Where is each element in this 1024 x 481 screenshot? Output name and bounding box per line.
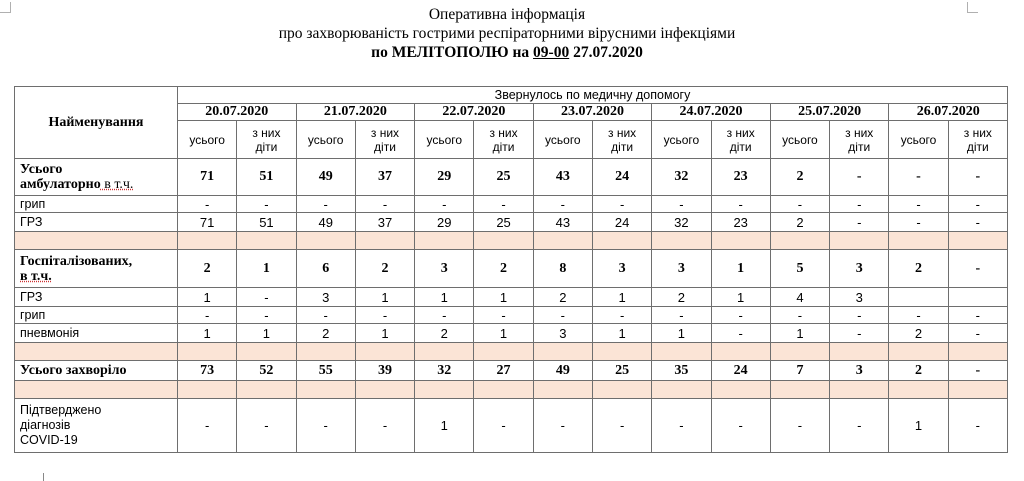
- cell-children: 1: [592, 324, 651, 343]
- separator-cell: [592, 343, 651, 361]
- cell-total: -: [770, 399, 829, 453]
- row-label: [15, 399, 178, 453]
- subheader-total: усього: [533, 121, 592, 159]
- cell-children: 2: [474, 250, 533, 288]
- cell-children: -: [948, 399, 1007, 453]
- row-label-text: грип: [20, 196, 46, 211]
- row-label-line: [20, 433, 177, 448]
- subheader-total: усього: [178, 121, 237, 159]
- document-heading: [0, 5, 1014, 62]
- subheader-children: [948, 121, 1007, 159]
- cell-total: -: [652, 399, 711, 453]
- subheader-children: [355, 121, 414, 159]
- separator-cell: [178, 232, 237, 250]
- cell-total: 49: [296, 213, 355, 232]
- cell-children: 2: [355, 250, 414, 288]
- cell-children: -: [830, 196, 889, 213]
- row-label: [15, 196, 178, 213]
- row-label-text: амбулаторно: [20, 177, 101, 192]
- cell-children: 1: [711, 250, 770, 288]
- cell-total: -: [889, 196, 948, 213]
- cell-total: 2: [652, 288, 711, 307]
- separator-cell: [533, 381, 592, 399]
- separator-cell: [830, 381, 889, 399]
- cell-children: -: [592, 307, 651, 324]
- cell-total: 71: [178, 159, 237, 196]
- subheader-children: [474, 121, 533, 159]
- row-label-line: [20, 197, 177, 212]
- separator-cell: [474, 343, 533, 361]
- separator-cell: [711, 381, 770, 399]
- page-margin-mark: [43, 473, 44, 481]
- cell-children: -: [830, 307, 889, 324]
- cell-total: 4: [770, 288, 829, 307]
- heading-line-3: [0, 43, 1014, 62]
- separator-row: [15, 232, 1008, 250]
- cell-total: -: [533, 196, 592, 213]
- date-header: 24.07.2020: [652, 104, 771, 121]
- cell-total: -: [178, 196, 237, 213]
- cell-children: -: [474, 399, 533, 453]
- cell-children: 1: [474, 324, 533, 343]
- row-label-line: [20, 254, 177, 269]
- date-header: 20.07.2020: [178, 104, 297, 121]
- date-header: 21.07.2020: [296, 104, 415, 121]
- cell-children: [948, 288, 1007, 307]
- cell-children: -: [355, 196, 414, 213]
- row-label-text: Підтверджено: [20, 403, 102, 417]
- cell-total: 3: [415, 250, 474, 288]
- cell-total: 49: [533, 361, 592, 381]
- separator-cell: [237, 381, 296, 399]
- subheader-total: усього: [415, 121, 474, 159]
- heading-time: 09-00: [533, 44, 570, 61]
- row-label-line: [20, 177, 177, 192]
- cell-total: -: [770, 307, 829, 324]
- row-label-line: [20, 308, 177, 323]
- row-label-line: [20, 290, 177, 305]
- subheader-children-line-1: з них: [726, 125, 755, 140]
- separator-cell: [652, 232, 711, 250]
- date-header: 26.07.2020: [889, 104, 1008, 121]
- separator-cell: [592, 381, 651, 399]
- cell-total: 35: [652, 361, 711, 381]
- cell-children: 23: [711, 159, 770, 196]
- row-label-line: [20, 326, 177, 341]
- cell-total: 43: [533, 213, 592, 232]
- table-row: [15, 196, 1008, 213]
- cell-children: 39: [355, 361, 414, 381]
- cell-total: 1: [178, 324, 237, 343]
- cell-total: -: [533, 307, 592, 324]
- cell-total: -: [533, 399, 592, 453]
- cell-total: 32: [652, 159, 711, 196]
- separator-cell: [711, 343, 770, 361]
- cell-total: 8: [533, 250, 592, 288]
- cell-total: 29: [415, 159, 474, 196]
- cell-total: -: [296, 399, 355, 453]
- morbidity-table: [14, 86, 1008, 453]
- separator-cell: [889, 343, 948, 361]
- cell-total: 43: [533, 159, 592, 196]
- cell-children: 51: [237, 213, 296, 232]
- separator-cell: [296, 381, 355, 399]
- cell-children: -: [948, 196, 1007, 213]
- cell-children: 3: [830, 361, 889, 381]
- cell-children: -: [237, 288, 296, 307]
- cell-total: 2: [415, 324, 474, 343]
- separator-cell: [770, 232, 829, 250]
- cell-total: 2: [770, 213, 829, 232]
- cell-total: 1: [889, 399, 948, 453]
- row-label-text: COVID-19: [20, 433, 78, 447]
- subheader-children-line-1: з них: [489, 125, 518, 140]
- date-header: 23.07.2020: [533, 104, 652, 121]
- cell-total: -: [889, 307, 948, 324]
- separator-cell: [296, 343, 355, 361]
- separator-cell: [15, 232, 178, 250]
- cell-children: -: [355, 307, 414, 324]
- subheader-children-line-2: діти: [255, 139, 278, 154]
- cell-children: 37: [355, 159, 414, 196]
- cell-children: -: [948, 307, 1007, 324]
- cell-total: -: [770, 196, 829, 213]
- cell-total: 73: [178, 361, 237, 381]
- cell-children: -: [237, 307, 296, 324]
- separator-cell: [830, 343, 889, 361]
- subheader-children-line-2: діти: [848, 139, 871, 154]
- cell-children: -: [711, 324, 770, 343]
- cell-total: -: [415, 307, 474, 324]
- separator-cell: [948, 381, 1007, 399]
- cell-children: -: [355, 399, 414, 453]
- cell-children: -: [948, 324, 1007, 343]
- row-label-text: пневмонія: [20, 325, 80, 340]
- cell-children: 27: [474, 361, 533, 381]
- row-label-text: ГРЗ: [20, 289, 43, 304]
- separator-cell: [889, 381, 948, 399]
- table-row: [15, 307, 1008, 324]
- separator-cell: [15, 381, 178, 399]
- heading-line-1: Оперативна інформація: [428, 6, 586, 23]
- row-label-text: Усього захворіло: [20, 363, 127, 378]
- separator-cell: [948, 232, 1007, 250]
- separator-cell: [711, 232, 770, 250]
- cell-children: -: [474, 196, 533, 213]
- cell-total: 29: [415, 213, 474, 232]
- cell-total: -: [178, 307, 237, 324]
- table-row: [15, 288, 1008, 307]
- cell-children: -: [948, 250, 1007, 288]
- row-label: [15, 324, 178, 343]
- cell-children: 23: [711, 213, 770, 232]
- separator-cell: [15, 343, 178, 361]
- subheader-children: [830, 121, 889, 159]
- cell-total: 32: [652, 213, 711, 232]
- cell-children: -: [711, 399, 770, 453]
- cell-children: 1: [355, 324, 414, 343]
- separator-cell: [830, 232, 889, 250]
- separator-cell: [948, 343, 1007, 361]
- cell-total: 3: [652, 250, 711, 288]
- cell-total: 5: [770, 250, 829, 288]
- subheader-children: [592, 121, 651, 159]
- cell-children: -: [711, 196, 770, 213]
- cell-children: -: [711, 307, 770, 324]
- cell-total: 2: [889, 250, 948, 288]
- separator-cell: [770, 343, 829, 361]
- subheader-children-line-1: з них: [370, 125, 400, 140]
- row-label-text: діагнозів: [20, 418, 71, 432]
- cell-children: 51: [237, 159, 296, 196]
- heading-line-3-prefix: по МЕЛІТОПОЛЮ на: [371, 44, 534, 61]
- cell-total: 1: [178, 288, 237, 307]
- cell-children: -: [830, 324, 889, 343]
- row-label-text: грип: [20, 307, 46, 322]
- cell-children: 25: [592, 361, 651, 381]
- cell-total: 2: [889, 361, 948, 381]
- cell-children: 1: [237, 324, 296, 343]
- separator-cell: [178, 343, 237, 361]
- separator-cell: [415, 343, 474, 361]
- cell-children: 3: [830, 250, 889, 288]
- cell-total: -: [889, 213, 948, 232]
- separator-cell: [889, 232, 948, 250]
- separator-cell: [474, 232, 533, 250]
- cell-total: 49: [296, 159, 355, 196]
- separator-cell: [770, 381, 829, 399]
- separator-cell: [237, 232, 296, 250]
- cell-total: 3: [296, 288, 355, 307]
- row-label-text: Усього: [20, 162, 63, 177]
- cell-total: 32: [415, 361, 474, 381]
- separator-cell: [415, 381, 474, 399]
- row-label-line: [20, 418, 177, 433]
- cell-total: -: [296, 307, 355, 324]
- subheader-children: [711, 121, 770, 159]
- cell-total: 71: [178, 213, 237, 232]
- subheader-children-line-2: діти: [966, 139, 989, 154]
- cell-children: 24: [592, 213, 651, 232]
- subheader-children-line-2: діти: [611, 139, 634, 154]
- cell-children: 1: [474, 288, 533, 307]
- subheader-children-line-1: з них: [252, 125, 281, 140]
- separator-cell: [296, 232, 355, 250]
- row-label-line: [20, 269, 177, 284]
- cell-total: -: [889, 159, 948, 196]
- table-row: [15, 324, 1008, 343]
- table-row: [15, 250, 1008, 288]
- cell-total: 2: [533, 288, 592, 307]
- subheader-children: [237, 121, 296, 159]
- row-label-text: ГРЗ: [20, 214, 43, 229]
- cell-children: -: [948, 361, 1007, 381]
- table-row: [15, 399, 1008, 453]
- cell-total: -: [652, 196, 711, 213]
- separator-cell: [355, 343, 414, 361]
- separator-row: [15, 381, 1008, 399]
- cell-total: [889, 288, 948, 307]
- cell-children: -: [474, 307, 533, 324]
- heading-line-2: про захворюваність гострими респіраторними вірусними інфекціями: [278, 25, 736, 42]
- row-label-line: [20, 162, 177, 177]
- cell-total: 1: [652, 324, 711, 343]
- cell-children: -: [948, 213, 1007, 232]
- table-row: [15, 213, 1008, 232]
- cell-children: 1: [711, 288, 770, 307]
- cell-children: 37: [355, 213, 414, 232]
- separator-cell: [533, 343, 592, 361]
- cell-total: 6: [296, 250, 355, 288]
- cell-total: 55: [296, 361, 355, 381]
- separator-cell: [533, 232, 592, 250]
- separator-cell: [355, 381, 414, 399]
- cell-total: -: [652, 307, 711, 324]
- separator-cell: [237, 343, 296, 361]
- row-label: [15, 288, 178, 307]
- cell-total: 2: [889, 324, 948, 343]
- cell-children: -: [948, 159, 1007, 196]
- cell-children: 1: [592, 288, 651, 307]
- row-label-line: [20, 363, 177, 378]
- date-header: 25.07.2020: [770, 104, 889, 121]
- separator-cell: [652, 381, 711, 399]
- cell-children: -: [830, 213, 889, 232]
- cell-children: 25: [474, 213, 533, 232]
- cell-total: 3: [533, 324, 592, 343]
- row-label: [15, 250, 178, 288]
- cell-total: 7: [770, 361, 829, 381]
- cell-total: 1: [415, 288, 474, 307]
- cell-children: -: [237, 399, 296, 453]
- table-row: [15, 361, 1008, 381]
- cell-children: -: [830, 399, 889, 453]
- row-label: [15, 361, 178, 381]
- row-label-suffix: в т.ч.: [100, 177, 134, 192]
- cell-total: 2: [178, 250, 237, 288]
- cell-children: 25: [474, 159, 533, 196]
- row-label: [15, 213, 178, 232]
- separator-cell: [355, 232, 414, 250]
- subheader-children-line-1: з них: [845, 125, 874, 140]
- cell-total: -: [178, 399, 237, 453]
- table-row: [15, 159, 1008, 196]
- separator-row: [15, 343, 1008, 361]
- cell-children: -: [592, 399, 651, 453]
- cell-total: -: [415, 196, 474, 213]
- cell-total: 2: [770, 159, 829, 196]
- cell-children: 3: [592, 250, 651, 288]
- separator-cell: [415, 232, 474, 250]
- cell-children: -: [830, 159, 889, 196]
- separator-cell: [592, 232, 651, 250]
- subheader-children-line-2: діти: [374, 139, 396, 154]
- cell-total: 2: [296, 324, 355, 343]
- date-header: 22.07.2020: [415, 104, 534, 121]
- cell-children: 52: [237, 361, 296, 381]
- row-label-line: [20, 215, 177, 230]
- row-label: [15, 307, 178, 324]
- subheader-total: усього: [770, 121, 829, 159]
- cell-children: 1: [237, 250, 296, 288]
- separator-cell: [474, 381, 533, 399]
- subheader-total: усього: [296, 121, 355, 159]
- name-column-header: Найменування: [15, 87, 178, 159]
- row-label-line: [20, 403, 177, 418]
- cell-children: 24: [711, 361, 770, 381]
- cell-children: 3: [830, 288, 889, 307]
- subheader-children-line-2: діти: [729, 139, 752, 154]
- cell-children: -: [592, 196, 651, 213]
- cell-children: -: [237, 196, 296, 213]
- cell-total: -: [296, 196, 355, 213]
- subheader-total: усього: [652, 121, 711, 159]
- heading-date: 27.07.2020: [569, 44, 643, 61]
- subheader-children-line-1: з них: [608, 125, 637, 140]
- group-header: Звернулось по медичну допомогу: [178, 87, 1008, 104]
- cell-children: 1: [355, 288, 414, 307]
- cell-total: 1: [415, 399, 474, 453]
- subheader-children-line-1: з них: [963, 125, 992, 140]
- row-label-text: в т.ч.: [20, 268, 52, 284]
- row-label-text: Госпіталізованих,: [20, 253, 133, 269]
- subheader-children-line-2: діти: [492, 139, 515, 154]
- subheader-total: усього: [889, 121, 948, 159]
- separator-cell: [652, 343, 711, 361]
- cell-children: 24: [592, 159, 651, 196]
- cell-total: 1: [770, 324, 829, 343]
- row-label: [15, 159, 178, 196]
- separator-cell: [178, 381, 237, 399]
